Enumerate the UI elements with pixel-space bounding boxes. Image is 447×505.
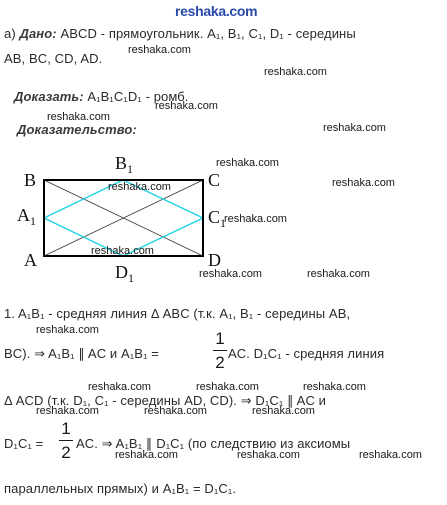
watermark: reshaka.com: [307, 268, 370, 280]
midpoint-b1-sub: 1: [127, 162, 134, 176]
proof-line-5: параллельных прямых) и A₁B₁ = D₁C₁.: [4, 481, 237, 496]
fraction-2-bar: [59, 440, 73, 441]
midpoint-c1-letter: C: [208, 207, 221, 227]
proof-line-2b: AC. D₁C₁ - средняя линия: [228, 346, 385, 361]
watermark: reshaka.com: [224, 213, 287, 225]
fraction-2-den: 2: [61, 443, 71, 462]
midpoint-d1-sub: 1: [128, 271, 134, 285]
proof-line-3: Δ ACD (т.к. D₁, C₁ - середины AD, CD). ⇒ D₁C₁ ∥ AC и: [4, 393, 327, 408]
midpoint-a1-label: [17, 205, 36, 229]
given-line-2: AB, BC, CD, AD.: [4, 51, 103, 66]
fraction-one-half-1: [213, 330, 227, 371]
prove-text: A₁B₁C₁D₁ - ромб.: [83, 89, 189, 104]
watermark: reshaka.com: [323, 122, 386, 134]
watermark: reshaka.com: [332, 177, 395, 189]
vertex-a-label: A: [24, 250, 37, 270]
vertex-c-label: C: [208, 170, 221, 190]
fraction-2-num: 1: [61, 419, 71, 438]
fraction-1-num: 1: [215, 329, 225, 348]
watermark: reshaka.com: [303, 381, 366, 393]
watermark: reshaka.com: [144, 405, 207, 417]
midpoint-a1-letter: A: [17, 205, 30, 225]
proof-line-4b: AC. ⇒ A₁B₁ ∥ D₁C₁ (по следствию из аксиомы: [76, 436, 351, 451]
watermark: reshaka.com: [108, 181, 171, 193]
given-text: ABCD - прямоугольник. A₁, B₁, C₁, D₁ - середины: [56, 26, 356, 41]
watermark: reshaka.com: [216, 157, 279, 169]
watermark: reshaka.com: [115, 449, 178, 461]
watermark: reshaka.com: [252, 405, 315, 417]
watermark: reshaka.com: [359, 449, 422, 461]
fraction-1-bar: [213, 350, 227, 351]
midpoint-b1-letter: B: [115, 153, 128, 173]
fraction-1-den: 2: [215, 353, 225, 372]
proof-label: Доказательство:: [17, 122, 137, 137]
watermark: reshaka.com: [36, 324, 99, 336]
given-label: Дано:: [19, 26, 57, 41]
fraction-one-half-2: [59, 420, 73, 461]
proof-heading: [17, 122, 137, 137]
proof-line-2a: BC). ⇒ A₁B₁ ∥ AC и A₁B₁ =: [4, 346, 159, 361]
midpoint-d1-letter: D: [115, 262, 128, 282]
given-prefix: а): [4, 26, 20, 41]
vertex-d-label: D: [208, 250, 221, 270]
vertex-b-label: B: [24, 170, 37, 190]
watermark: reshaka.com: [196, 381, 259, 393]
watermark: reshaka.com: [91, 245, 154, 257]
midpoint-d1-label: [115, 262, 134, 286]
watermark: reshaka.com: [128, 44, 191, 56]
midpoint-b1-label: [115, 153, 133, 177]
watermark: reshaka.com: [199, 268, 262, 280]
watermark: reshaka.com: [36, 405, 99, 417]
watermark: reshaka.com: [155, 100, 218, 112]
site-logo: reshaka.com: [175, 3, 258, 19]
midpoint-c1-sub: 1: [220, 216, 227, 230]
watermark: reshaka.com: [264, 66, 327, 78]
proof-line-4a: D₁C₁ =: [4, 436, 44, 451]
watermark: reshaka.com: [88, 381, 151, 393]
midpoint-a1-sub: 1: [30, 214, 36, 228]
proof-line-1: 1. A₁B₁ - средняя линия Δ ABC (т.к. A₁, B₁ - середины AB,: [4, 306, 351, 321]
given-line-1: [4, 26, 356, 41]
watermark: reshaka.com: [237, 449, 300, 461]
prove-label: Доказать:: [14, 89, 84, 104]
watermark: reshaka.com: [47, 111, 110, 123]
